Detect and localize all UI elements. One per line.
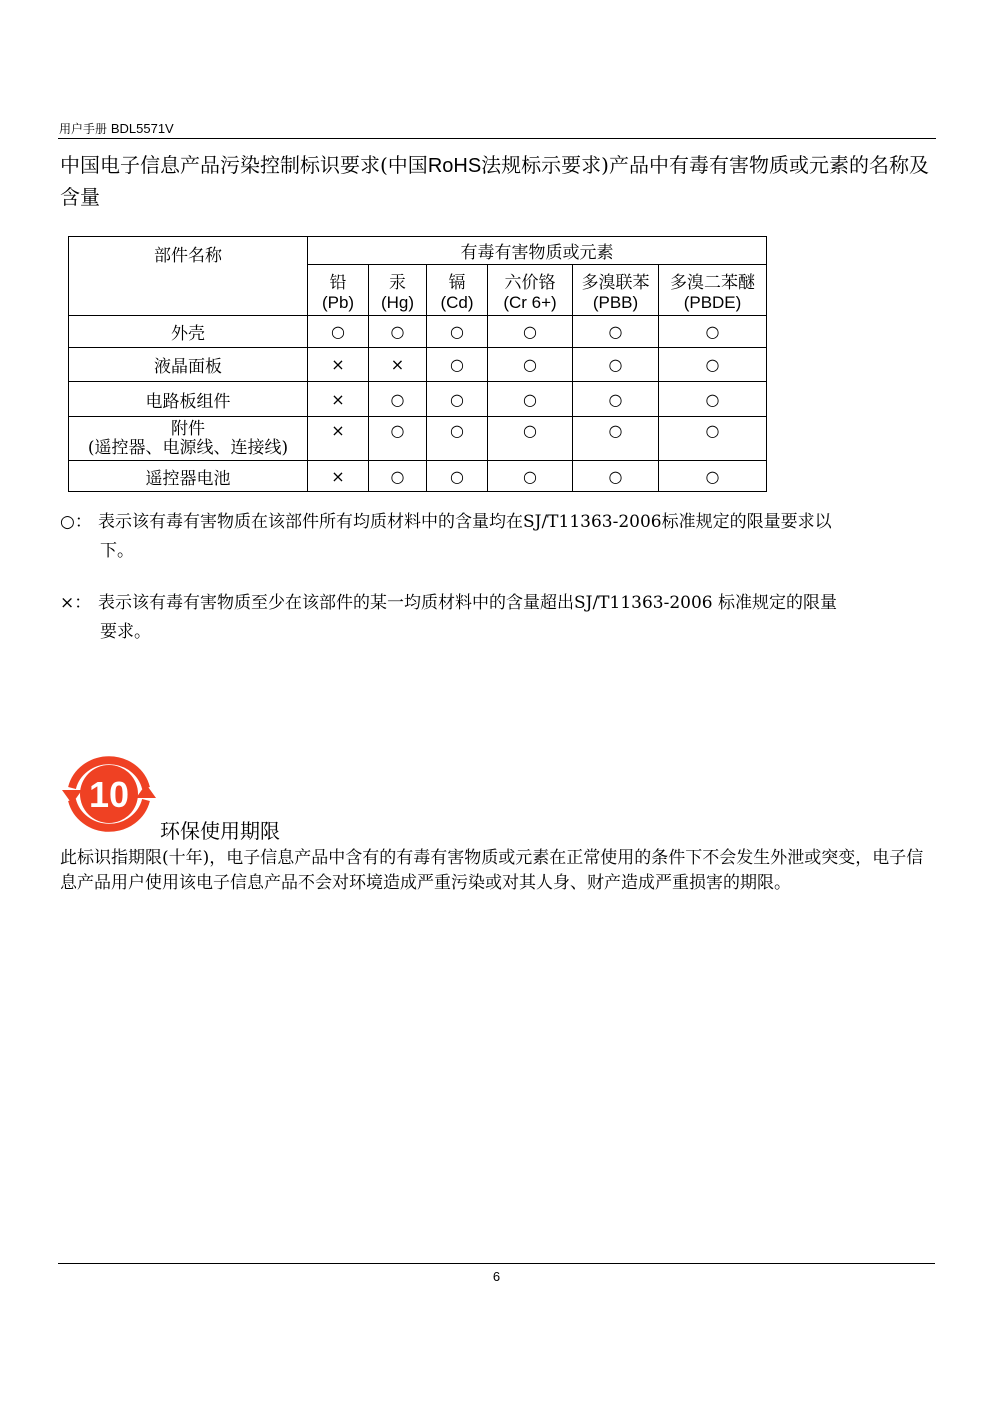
cell-value: ○ xyxy=(427,382,488,417)
cell-value: ○ xyxy=(659,417,767,461)
cell-value: ○ xyxy=(369,316,427,348)
substance-table xyxy=(68,236,767,492)
cell-value: ○ xyxy=(427,461,488,492)
cell-value: × xyxy=(369,348,427,382)
header-divider xyxy=(58,138,936,139)
table-row xyxy=(69,461,767,492)
document-title xyxy=(60,150,940,213)
table-row xyxy=(69,316,767,348)
circle-text-cont: 下。 xyxy=(100,541,134,561)
page-header xyxy=(59,120,174,137)
part-name-header: 部件名称 xyxy=(69,237,308,316)
header-label: 用户手册 xyxy=(59,122,108,136)
cross-text-cont: 要求。 xyxy=(100,622,151,642)
cell-value: ○ xyxy=(573,348,659,382)
cell-value: ○ xyxy=(659,382,767,417)
note-circle xyxy=(60,508,940,566)
cell-value: ○ xyxy=(369,382,427,417)
cell-value: × xyxy=(308,461,369,492)
cell-value: ○ xyxy=(308,316,369,348)
col-lead: 铅 (Pb) xyxy=(308,265,369,316)
logo-number: 10 xyxy=(88,774,130,815)
title-part2: RoHS xyxy=(427,155,482,177)
cell-value: ○ xyxy=(488,461,573,492)
cell-value: ○ xyxy=(488,348,573,382)
col-mercury: 汞 (Hg) xyxy=(369,265,427,316)
cell-value: ○ xyxy=(488,417,573,461)
row-name: 电路板组件 xyxy=(69,382,308,417)
cell-value: ○ xyxy=(573,417,659,461)
col-cadmium: 镉 (Cd) xyxy=(427,265,488,316)
col-pbb: 多溴联苯 (PBB) xyxy=(573,265,659,316)
cross-mark: ×： xyxy=(60,593,92,613)
substance-group-header: 有毒有害物质或元素 xyxy=(308,237,767,265)
cross-text: 表示该有毒有害物质至少在该部件的某一均质材料中的含量超出SJ/T11363-2006 标准规定的限量 xyxy=(98,593,838,613)
cell-value: × xyxy=(308,417,369,461)
cell-value: ○ xyxy=(369,417,427,461)
title-part3: 法规标示要求)产品中有毒有害物质或元素的名称及含量 xyxy=(60,153,929,209)
cell-value: × xyxy=(308,348,369,382)
circle-text: 表示该有毒有害物质在该部件所有均质材料中的含量均在SJ/T11363-2006标准规定的限量要求以 xyxy=(98,512,832,532)
row-name: 遥控器电池 xyxy=(69,461,308,492)
page-number: 6 xyxy=(492,1269,501,1284)
note-cross xyxy=(60,589,940,647)
cell-value: ○ xyxy=(573,316,659,348)
header-model: BDL5571V xyxy=(110,121,174,136)
title-part1: 中国电子信息产品污染控制标识要求(中国 xyxy=(60,153,428,177)
cell-value: ○ xyxy=(488,382,573,417)
cell-value: ○ xyxy=(573,461,659,492)
env-period-title: 环保使用期限 xyxy=(160,819,280,843)
row-name: 外壳 xyxy=(69,316,308,348)
cell-value: ○ xyxy=(427,348,488,382)
row-name: 附件 (遥控器、电源线、连接线) xyxy=(69,417,308,461)
cell-value: ○ xyxy=(659,461,767,492)
table-row xyxy=(69,382,767,417)
cell-value: × xyxy=(308,382,369,417)
footer-divider xyxy=(58,1263,935,1264)
cell-value: ○ xyxy=(369,461,427,492)
cell-value: ○ xyxy=(488,316,573,348)
cell-value: ○ xyxy=(659,348,767,382)
circle-mark: ○： xyxy=(60,512,92,532)
env-period-text: 此标识指期限(十年)，电子信息产品中含有的有毒有害物质或元素在正常使用的条件下不会发生外泄或突变，电子信息产品用户使用该电子信息产品不会对环境造成严重污染或对其人身、财产造成严重损害的期限。 xyxy=(60,848,924,893)
table-row xyxy=(69,417,767,461)
col-pbde: 多溴二苯醚 (PBDE) xyxy=(659,265,767,316)
cell-value: ○ xyxy=(427,316,488,348)
col-chromium: 六价铬 (Cr 6+) xyxy=(488,265,573,316)
environmental-period-logo xyxy=(62,752,156,836)
cell-value: ○ xyxy=(659,316,767,348)
cell-value: ○ xyxy=(573,382,659,417)
row-name: 液晶面板 xyxy=(69,348,308,382)
cell-value: ○ xyxy=(427,417,488,461)
table-row xyxy=(69,348,767,382)
